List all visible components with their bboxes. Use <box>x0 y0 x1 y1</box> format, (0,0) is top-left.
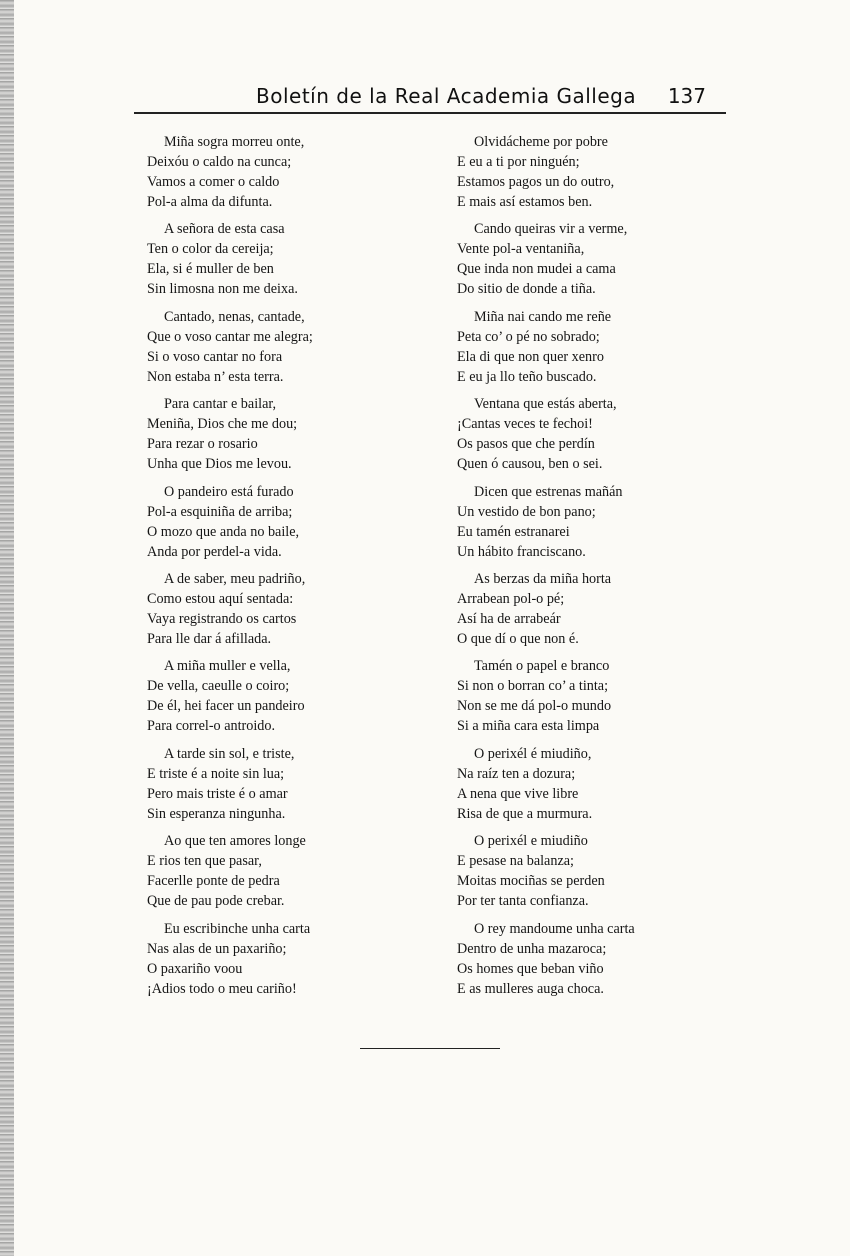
verse-line: Como estou aquí sentada: <box>147 590 294 607</box>
verse-line: O paxariño voou <box>147 960 243 977</box>
stanza <box>457 831 707 911</box>
verse-line: Pol-a alma da difunta. <box>147 194 273 210</box>
verse-line: O pandeiro está furado <box>164 483 294 500</box>
verse-line: Sin limosna non me deixa. <box>147 281 298 298</box>
verse-line: Cantado, nenas, cantade, <box>164 308 305 325</box>
verse-line: A tarde sin sol, e triste, <box>164 745 295 762</box>
verse-line: Ao que ten amores longe <box>164 833 306 850</box>
verse-line: O perixél e miudiño <box>474 833 588 850</box>
verse-line: A miña muller e vella, <box>164 658 291 675</box>
stanza <box>457 569 707 649</box>
verse-line: E eu ja llo teño buscado. <box>457 368 597 385</box>
stanza <box>147 219 447 299</box>
verse-line: Os homes que beban viño <box>457 960 604 977</box>
verse-line: Ela di que non quer xenro <box>457 348 604 365</box>
verse-line: Miña nai cando me reñe <box>474 308 612 325</box>
verse-line: Un hábito franciscano. <box>457 543 586 560</box>
header-rule <box>134 112 726 114</box>
verse-line: As berzas da miña horta <box>474 570 612 587</box>
stanza <box>147 919 447 999</box>
verse-line: Olvidácheme por pobre <box>474 134 608 150</box>
verse-line: Unha que Dios me levou. <box>147 456 292 473</box>
verse-line: Ela, si é muller de ben <box>147 261 274 278</box>
left-column <box>147 132 447 1006</box>
verse-line: De él, hei facer un pandeiro <box>147 698 305 715</box>
verse-line: Os pasos que che perdín <box>457 436 595 453</box>
stanza <box>457 482 707 562</box>
page-edge-shadow <box>0 0 14 1256</box>
verse-line: Deixóu o caldo na cunca; <box>147 154 292 170</box>
verse-line: A de saber, meu padriño, <box>164 570 306 587</box>
verse-line: Tamén o papel e branco <box>474 658 610 675</box>
stanza <box>457 744 707 824</box>
verse-line: Para cantar e bailar, <box>164 396 277 413</box>
closing-rule <box>360 1048 500 1049</box>
verse-line: Vaya registrando os cartos <box>147 610 297 627</box>
verse-line: Ten o color da cereija; <box>147 241 274 258</box>
verse-line: Para rezar o rosario <box>147 436 258 453</box>
verse-line: O que dí o que non é. <box>457 630 579 647</box>
verse-line: Nas alas de un paxariño; <box>147 940 287 957</box>
verse-line: Que o voso cantar me alegra; <box>147 328 313 345</box>
verse-line: Peta co’ o pé no sobrado; <box>457 328 600 345</box>
verse-line: Para lle dar á afillada. <box>147 630 272 647</box>
verse-line: Así ha de arrabeár <box>457 610 561 627</box>
page-header <box>134 80 726 120</box>
stanza <box>457 219 707 299</box>
verse-line: Dicen que estrenas mañán <box>474 483 623 500</box>
verse-line: E mais así estamos ben. <box>457 194 593 210</box>
verse-line: Para correl-o antroido. <box>147 718 276 735</box>
verse-line: Por ter tanta confianza. <box>457 893 589 910</box>
verse-line: De vella, caeulle o coiro; <box>147 678 290 695</box>
verse-line: Do sitio de donde a tiña. <box>457 281 596 298</box>
stanza <box>147 482 447 562</box>
verse-line: E rios ten que pasar, <box>147 853 262 870</box>
stanza <box>457 394 707 474</box>
verse-line: Meniña, Dios che me dou; <box>147 416 298 433</box>
verse-line: O rey mandoume unha carta <box>474 920 635 937</box>
verse-line: Pol-a esquiniña de arriba; <box>147 503 293 520</box>
verse-line: Que de pau pode crebar. <box>147 893 285 910</box>
verse-line: ¡Cantas veces te fechoi! <box>457 416 593 433</box>
verse-line: Quen ó causou, ben o sei. <box>457 456 603 473</box>
stanza <box>147 831 447 911</box>
verse-line: E triste é a noite sin lua; <box>147 765 285 782</box>
verse-line: Risa de que a murmura. <box>457 805 593 822</box>
verse-line: Si o voso cantar no fora <box>147 348 283 365</box>
stanza <box>457 919 707 999</box>
page-number: 137 <box>667 84 706 108</box>
verse-line: Que inda non mudei a cama <box>457 261 616 278</box>
verse-line: Sin esperanza ningunha. <box>147 805 286 822</box>
verse-line: A nena que vive libre <box>457 785 579 802</box>
verse-line: E eu a ti por ninguén; <box>457 154 580 170</box>
verse-line: O perixél é miudiño, <box>474 745 592 762</box>
verse-line: Vente pol-a ventaniña, <box>457 241 585 258</box>
stanza <box>147 307 447 387</box>
stanza <box>457 656 707 736</box>
stanza <box>457 307 707 387</box>
verse-line: A señora de esta casa <box>164 221 285 238</box>
verse-line: Eu escribinche unha carta <box>164 920 311 937</box>
verse-line: E as mulleres auga choca. <box>457 980 604 997</box>
verse-line: Moitas mociñas se perden <box>457 873 605 890</box>
right-column <box>457 132 707 1006</box>
verse-line: Cando queiras vir a verme, <box>474 221 628 238</box>
verse-line: Eu tamén estranarei <box>457 523 570 540</box>
verse-line: Pero mais triste é o amar <box>147 785 288 802</box>
stanza <box>147 394 447 474</box>
verse-line: Un vestido de bon pano; <box>457 503 596 520</box>
verse-line: O mozo que anda no baile, <box>147 523 300 540</box>
verse-line: ¡Adios todo o meu cariño! <box>147 980 297 997</box>
stanza <box>147 569 447 649</box>
stanza <box>147 656 447 736</box>
verse-line: Si non o borran co’ a tinta; <box>457 678 609 695</box>
verse-line: Vamos a comer o caldo <box>147 174 280 190</box>
verse-line: Dentro de unha mazaroca; <box>457 940 607 957</box>
verse-line: Non estaba n’ esta terra. <box>147 368 284 385</box>
verse-line: Na raíz ten a dozura; <box>457 765 576 782</box>
verse-line: Arrabean pol-o pé; <box>457 590 565 607</box>
verse-line: Ventana que estás aberta, <box>474 396 617 413</box>
journal-title: Boletín de la Real Academia Gallega <box>256 84 637 108</box>
verse-line: Si a miña cara esta limpa <box>457 718 600 735</box>
verse-line: Non se me dá pol-o mundo <box>457 698 612 715</box>
verse-line: Estamos pagos un do outro, <box>457 174 615 190</box>
verse-line: E pesase na balanza; <box>457 853 574 870</box>
verse-line: Anda por perdel-a vida. <box>147 543 282 560</box>
stanza <box>147 744 447 824</box>
verse-line: Miña sogra morreu onte, <box>164 134 305 150</box>
stanza <box>457 132 707 212</box>
verse-line: Facerlle ponte de pedra <box>147 873 280 890</box>
stanza <box>147 132 447 212</box>
